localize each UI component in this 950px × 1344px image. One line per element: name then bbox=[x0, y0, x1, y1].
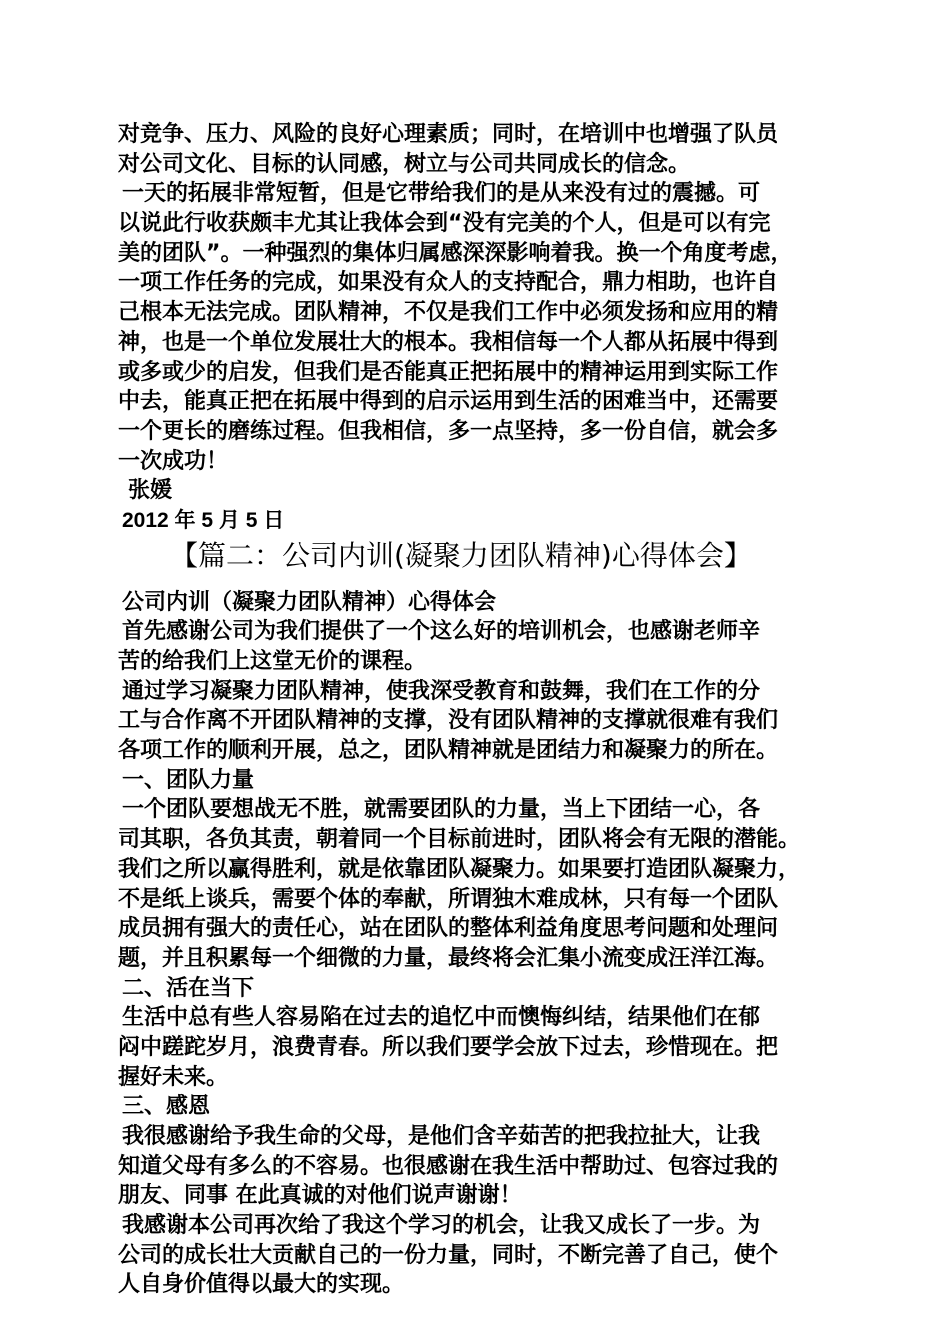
text-line: 一项工作任务的完成，如果没有众人的支持配合，鼎力相助，也许自 bbox=[118, 270, 779, 296]
text-line: 我很感谢给予我生命的父母，是他们含辛茹苦的把我拉扯大，让我 bbox=[122, 1124, 761, 1149]
text-line: 我感谢本公司再次给了我这个学习的机会，让我又成长了一步。为 bbox=[122, 1213, 761, 1239]
text-line: 题，并且积累每一个细微的力量，最终将会汇集小流变成汪洋江海。 bbox=[118, 945, 779, 971]
text-line: 首先感谢公司为我们提供了一个这么好的培训机会，也感谢老师辛 bbox=[122, 619, 761, 645]
text-line: 以说此行收获颇丰尤其让我体会到“没有完美的个人，但是可以有完 bbox=[118, 211, 771, 237]
text-line: 或多或少的启发，但我们是否能真正把拓展中的精神运用到实际工作 bbox=[118, 359, 779, 385]
text-line: 对竞争、压力、风险的良好心理素质；同时，在培训中也增强了队员 bbox=[118, 122, 779, 147]
text-line: 人自身价值得以最大的实现。 bbox=[118, 1272, 405, 1298]
section-heading: 【篇二：公司内训(凝聚力团队精神)心得体会】 bbox=[170, 538, 752, 572]
text-line: 司其职，各负其责，朝着同一个目标前进时，团队将会有无限的潜能。 bbox=[118, 827, 801, 853]
section-title: 三、感恩 bbox=[122, 1094, 211, 1120]
text-line: 各项工作的顺利开展，总之，团队精神就是团结力和凝聚力的所在。 bbox=[118, 738, 779, 764]
text-line: 闷中蹉跎岁月，浪费青春。所以我们要学会放下过去，珍惜现在。把 bbox=[118, 1034, 779, 1060]
text-line: 成员拥有强大的责任心，站在团队的整体利益角度思考问题和处理问 bbox=[118, 916, 779, 942]
text-line: 通过学习凝聚力团队精神，使我深受教育和鼓舞，我们在工作的分 bbox=[122, 678, 761, 704]
text-line: 工与合作离不开团队精神的支撑，没有团队精神的支撑就很难有我们 bbox=[118, 708, 779, 734]
text-line: 一天的拓展非常短暂，但是它带给我们的是从来没有过的震撼。可 bbox=[122, 181, 761, 207]
text-line: 美的团队”。一种强烈的集体归属感深深影响着我。换一个角度考虑， bbox=[118, 240, 793, 266]
text-line: 苦的给我们上这堂无价的课程。 bbox=[118, 649, 427, 674]
text-line: 朋友、同事 在此真诚的对他们说声谢谢！ bbox=[118, 1183, 522, 1209]
text-line: 一个更长的磨练过程。但我相信，多一点坚持，多一份自信，就会多 bbox=[118, 418, 779, 444]
text-line: 不是纸上谈兵，需要个体的奉献，所谓独木难成林，只有每一个团队 bbox=[118, 886, 779, 912]
text-line: 握好未来。 bbox=[118, 1064, 229, 1090]
essay-part-two bbox=[118, 588, 838, 1301]
signature: 张媛 bbox=[128, 478, 173, 504]
text-line: 我们之所以赢得胜利，就是依靠团队凝聚力。如果要打造团队凝聚力， bbox=[118, 856, 801, 882]
text-line: 公司的成长壮大贡献自己的一份力量，同时，不断完善了自己，使个 bbox=[118, 1242, 779, 1268]
text-line: 一个团队要想战无不胜，就需要团队的力量，当上下团结一心，各 bbox=[122, 797, 761, 823]
section-title: 一、团队力量 bbox=[122, 767, 255, 793]
date: 2012 年 5 月 5 日 bbox=[122, 508, 285, 532]
text-line: 知道父母有多么的不容易。也很感谢在我生活中帮助过、包容过我的 bbox=[118, 1153, 779, 1179]
section-title: 二、活在当下 bbox=[122, 975, 255, 1001]
text-line: 生活中总有些人容易陷在过去的追忆中而懊悔纠结，结果他们在郁 bbox=[122, 1005, 761, 1031]
essay-part-one bbox=[118, 120, 838, 536]
text-line: 对公司文化、目标的认同感，树立与公司共同成长的信念。 bbox=[118, 151, 691, 177]
text-line: 神，也是一个单位发展壮大的根本。我相信每一个人都从拓展中得到 bbox=[118, 329, 779, 355]
subtitle: 公司内训（凝聚力团队精神）心得体会 bbox=[122, 589, 497, 615]
text-line: 一次成功！ bbox=[118, 448, 229, 474]
text-line: 中去，能真正把在拓展中得到的启示运用到生活的困难当中，还需要 bbox=[118, 389, 779, 415]
document-page bbox=[118, 120, 838, 1300]
text-line: 己根本无法完成。团队精神，不仅是我们工作中必须发扬和应用的精 bbox=[118, 300, 779, 326]
